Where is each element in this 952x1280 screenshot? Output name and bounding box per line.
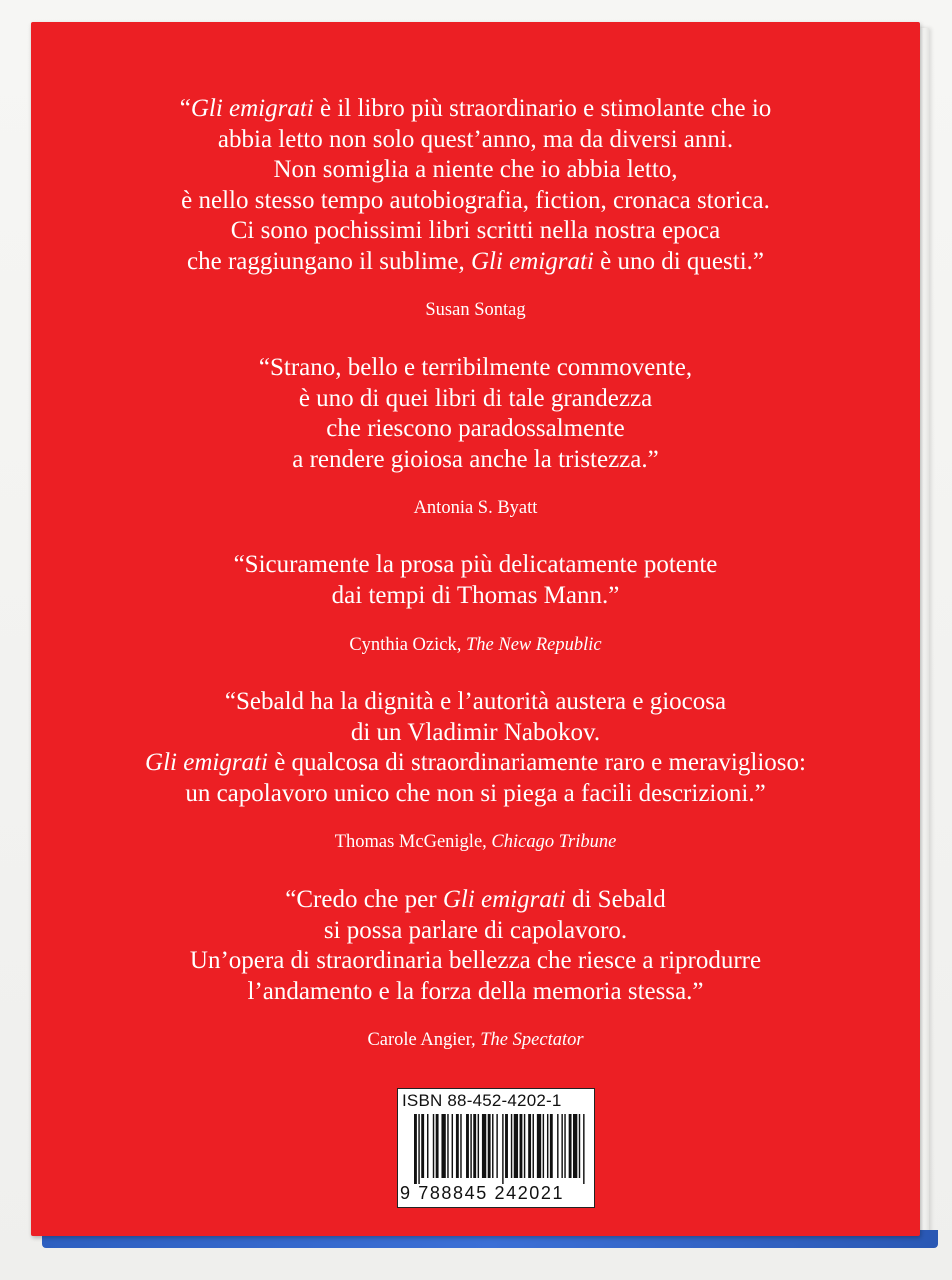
barcode-bar [564, 1114, 565, 1178]
barcode-bar [524, 1114, 525, 1178]
quote-line: che raggiungano il sublime, Gli emigrati è uno di questi.” [187, 247, 764, 275]
quote-thomas-mcgenigle [31, 687, 920, 809]
quote-line: a rendere gioiosa anche la tristezza.” [292, 445, 659, 473]
barcode-bar [492, 1114, 493, 1178]
quote-line: un capolavoro unico che non si piega a facili descrizioni.” [185, 779, 766, 807]
back-cover [31, 22, 920, 1236]
barcode-bar [528, 1114, 531, 1178]
barcode-bar [460, 1114, 461, 1178]
quote-author: Cynthia Ozick, The New Republic [349, 635, 602, 655]
quote-author: Antonia S. Byatt [413, 498, 538, 518]
barcode-bar [473, 1114, 476, 1178]
barcode-bar [414, 1114, 417, 1184]
isbn-barcode [397, 1088, 595, 1208]
barcode-bar [452, 1114, 453, 1178]
quote-carole-angier [31, 885, 920, 1007]
barcode-bars [414, 1114, 586, 1184]
quote-line: si possa parlare di capolavoro. [323, 916, 628, 944]
barcode-bar [418, 1114, 419, 1184]
quote-line: Ci sono pochissimi libri scritti nella nostra epoca [230, 217, 721, 244]
barcode-bar [547, 1114, 548, 1178]
quote-line: è nello stesso tempo autobiografia, fiction, cronaca storica. [181, 186, 770, 214]
quote-author: Carole Angier, The Spectator [367, 1030, 584, 1050]
barcode-bar [569, 1114, 572, 1178]
barcode-bar [505, 1114, 508, 1178]
barcode-bar [533, 1114, 534, 1178]
barcode-bar [482, 1114, 486, 1178]
barcode-bar [433, 1114, 434, 1178]
barcode-bar [441, 1114, 445, 1178]
barcode-bar [421, 1114, 424, 1178]
quote-line: abbia letto non solo quest’anno, ma da diversi anni. [217, 125, 734, 153]
barcode-bar [537, 1114, 541, 1178]
barcode-bar [496, 1114, 497, 1178]
quote-line: Gli emigrati è qualcosa di straordinariamente raro e meraviglioso: [145, 749, 806, 776]
isbn-label: ISBN 88-452-4202-1 [402, 1091, 562, 1110]
quote-line: “Credo che per Gli emigrati di Sebald [285, 886, 666, 913]
quote-line: di un Vladimir Nabokov. [350, 718, 601, 746]
barcode-bar [436, 1114, 439, 1178]
barcode-bar [550, 1114, 553, 1178]
quote-line: “Sebald ha la dignità e l’autorità austera e giocosa [224, 688, 727, 715]
quote-author: Thomas McGenigle, Chicago Tribune [334, 832, 617, 852]
barcode-bar [579, 1114, 580, 1178]
quote-susan-sontag [31, 94, 920, 277]
blurbs [31, 94, 920, 1052]
quote-line: Non somiglia a niente che io abbia letto, [273, 156, 678, 183]
quote-line: l’andamento e la forza della memoria stessa.” [247, 977, 704, 1005]
barcode-bar [447, 1114, 448, 1178]
quote-line: Un’opera di straordinaria bellezza che riesce a riprodurre [189, 947, 762, 974]
barcode-bar [502, 1114, 503, 1184]
barcode-bar [573, 1114, 577, 1178]
barcode-digits: 9 788845 242021 [400, 1183, 565, 1203]
quote-line: dai tempi di Thomas Mann.” [331, 581, 620, 609]
quote-line: “Strano, bello e terribilmente commovente, [258, 354, 693, 381]
barcode-bar [427, 1114, 428, 1178]
barcode-bar [561, 1114, 562, 1178]
barcode-bar [470, 1114, 471, 1178]
barcode-bar [511, 1114, 512, 1178]
barcode-bar [543, 1114, 544, 1178]
barcode-bar [466, 1114, 469, 1178]
quote-antonia-byatt [31, 353, 920, 475]
quote-line: che riescono paradossalmente [326, 415, 625, 442]
barcode-bar [514, 1114, 518, 1178]
quote-line: “Sicuramente la prosa più delicatamente potente [233, 551, 718, 578]
quote-line: è uno di quei libri di tale grandezza [298, 384, 653, 412]
quote-line: “Gli emigrati è il libro più straordinario e stimolante che io [179, 95, 772, 122]
barcode-bar [456, 1114, 459, 1178]
barcode-bar [520, 1114, 523, 1178]
barcode-bar [478, 1114, 479, 1178]
barcode-bar [488, 1114, 491, 1178]
barcode-bar [557, 1114, 558, 1178]
quote-cynthia-ozick [31, 550, 920, 611]
quote-author: Susan Sontag [425, 300, 526, 320]
barcode-bar [583, 1114, 584, 1184]
